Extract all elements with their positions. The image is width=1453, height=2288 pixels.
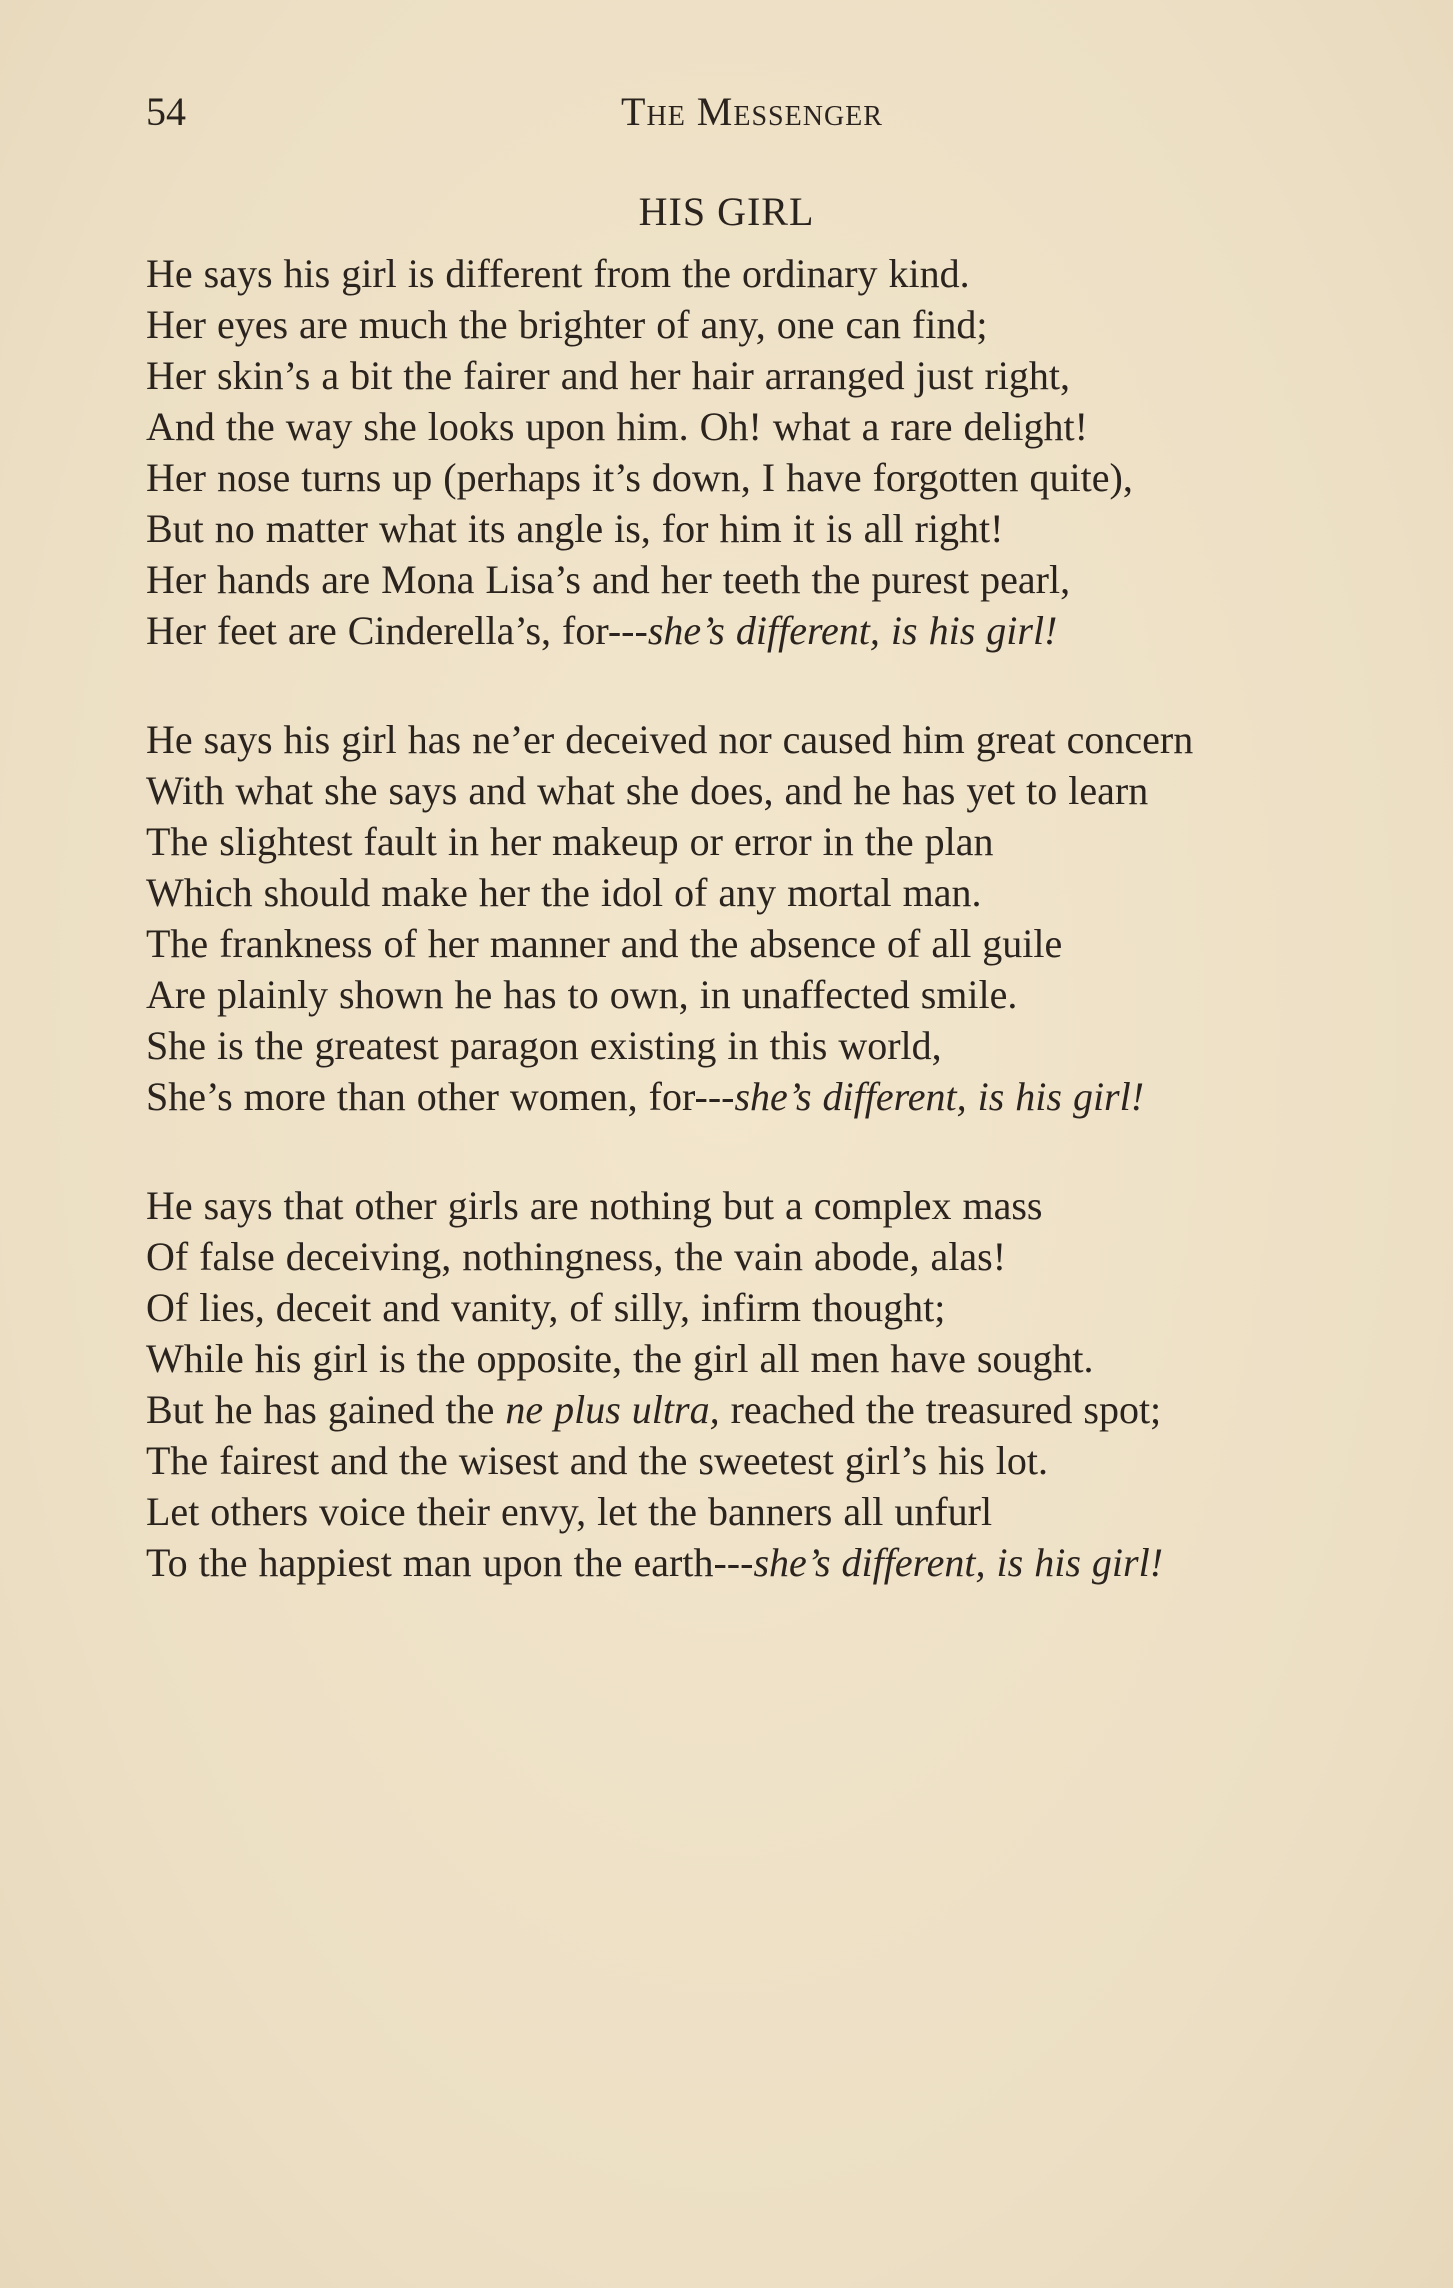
line-text: The fairest and the wisest and the sweetest girl’s his lot. xyxy=(146,1438,1049,1483)
poem-line xyxy=(146,816,1358,867)
poem-line xyxy=(146,503,1358,554)
poem-line xyxy=(146,248,1358,299)
line-emphasis: she’s different, is his girl! xyxy=(753,1540,1164,1585)
line-text: Of lies, deceit and vanity, of silly, infirm thought; xyxy=(146,1285,946,1330)
line-text: He says that other girls are nothing but a complex mass xyxy=(146,1183,1043,1228)
line-text: While his girl is the opposite, the girl all men have sought. xyxy=(146,1336,1094,1381)
poem-line xyxy=(146,401,1358,452)
poem-line xyxy=(146,714,1358,765)
poem-line xyxy=(146,1282,1358,1333)
poem-title: HIS GIRL xyxy=(638,189,815,234)
line-emphasis: ne plus ultra, xyxy=(505,1387,720,1432)
poem-line xyxy=(146,452,1358,503)
line-text: Her skin’s a bit the fairer and her hair arranged just right, xyxy=(146,353,1071,398)
stanza xyxy=(146,248,1358,656)
poem-line xyxy=(146,867,1358,918)
line-text: Which should make her the idol of any mortal man. xyxy=(146,870,982,915)
line-text: Of false deceiving, nothingness, the vain abode, alas! xyxy=(146,1234,1007,1279)
poem-line xyxy=(146,1180,1358,1231)
stanza xyxy=(146,714,1358,1122)
line-text-tail: reached the treasured spot; xyxy=(719,1387,1162,1432)
page-number: 54 xyxy=(146,89,186,134)
poem-line xyxy=(146,1384,1358,1435)
line-text: Her hands are Mona Lisa’s and her teeth the purest pearl, xyxy=(146,557,1071,602)
poem-body xyxy=(146,248,1358,1646)
poem-line xyxy=(146,299,1358,350)
poem-line xyxy=(146,554,1358,605)
line-text: But no matter what its angle is, for him it is all right! xyxy=(146,506,1004,551)
poem-line xyxy=(146,350,1358,401)
poem-line xyxy=(146,1537,1358,1588)
line-text: The frankness of her manner and the absence of all guile xyxy=(146,921,1063,966)
line-text: She’s more than other women, for--- xyxy=(146,1074,735,1119)
poem-line xyxy=(146,1333,1358,1384)
poem-line xyxy=(146,765,1358,816)
line-emphasis: she’s different, is his girl! xyxy=(647,608,1058,653)
poem-line xyxy=(146,969,1358,1020)
line-text: She is the greatest paragon existing in this world, xyxy=(146,1023,942,1068)
line-text: Her eyes are much the brighter of any, one can find; xyxy=(146,302,988,347)
line-text: Let others voice their envy, let the banners all unfurl xyxy=(146,1489,993,1534)
line-text: Her feet are Cinderella’s, for--- xyxy=(146,608,648,653)
line-emphasis: she’s different, is his girl! xyxy=(734,1074,1145,1119)
line-text: He says his girl has ne’er deceived nor caused him great concern xyxy=(146,717,1194,762)
line-text: Her nose turns up (perhaps it’s down, I have forgotten quite), xyxy=(146,455,1133,500)
poem-line xyxy=(146,1231,1358,1282)
poem-line xyxy=(146,605,1358,656)
poem-line xyxy=(146,1486,1358,1537)
line-text: And the way she looks upon him. Oh! what a rare delight! xyxy=(146,404,1088,449)
line-text: With what she says and what she does, and he has yet to learn xyxy=(146,768,1149,813)
running-head: The Messenger xyxy=(621,89,883,134)
line-text: Are plainly shown he has to own, in unaffected smile. xyxy=(146,972,1018,1017)
line-text: But he has gained the xyxy=(146,1387,506,1432)
poem-line xyxy=(146,918,1358,969)
line-text: He says his girl is different from the ordinary kind. xyxy=(146,251,970,296)
poem-line xyxy=(146,1020,1358,1071)
poem-line xyxy=(146,1071,1358,1122)
stanza xyxy=(146,1180,1358,1588)
line-text: To the happiest man upon the earth--- xyxy=(146,1540,754,1585)
page-header xyxy=(146,82,1358,142)
poem-line xyxy=(146,1435,1358,1486)
line-text: The slightest fault in her makeup or error in the plan xyxy=(146,819,994,864)
